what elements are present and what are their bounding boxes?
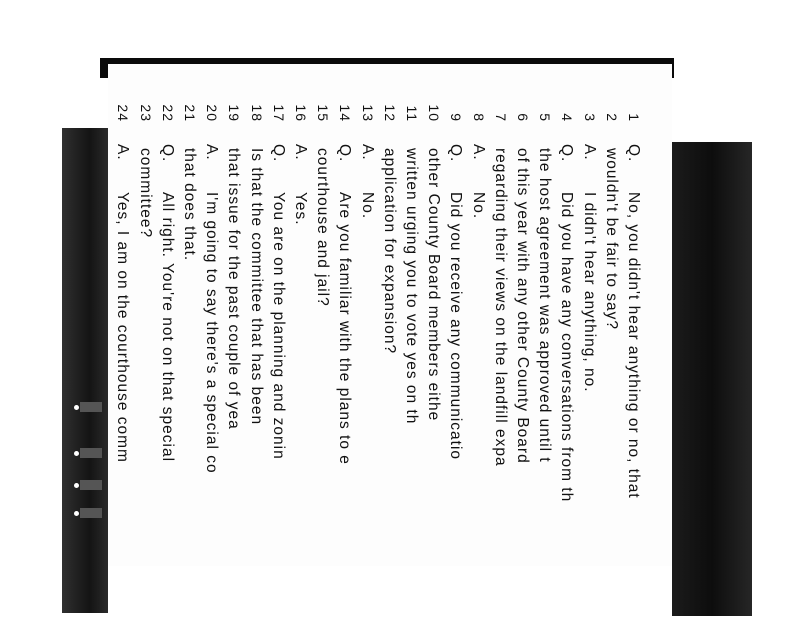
line-number: 15: [315, 104, 332, 122]
line-text: regarding their views on the landfill expa: [491, 148, 509, 467]
line-text: that does that.: [181, 148, 198, 262]
line-text: No.: [358, 192, 376, 220]
speaker-label: A.: [292, 144, 309, 161]
line-number: 18: [248, 104, 265, 122]
binder-tab: [80, 448, 102, 458]
binder-hole: [74, 483, 79, 488]
binder-hole: [74, 405, 79, 410]
line-number: 2: [603, 113, 620, 122]
line-text: No.: [469, 192, 487, 220]
line-text: I'm going to say there's a special co: [203, 192, 221, 474]
line-number: 16: [293, 104, 309, 122]
line-number: 21: [182, 104, 198, 122]
line-number: 14: [337, 104, 354, 122]
line-number: 4: [559, 113, 576, 122]
line-text: committee?: [136, 148, 154, 239]
speaker-label: Q.: [625, 144, 642, 163]
line-number: 24: [115, 104, 132, 122]
line-number: 11: [404, 105, 420, 122]
line-number: 5: [537, 113, 554, 122]
speaker-label: Q.: [336, 144, 354, 163]
speaker-label: Q.: [158, 144, 176, 163]
line-number: 9: [448, 113, 465, 122]
speaker-label: A.: [580, 144, 598, 161]
scan-edge-shadow-right: [672, 142, 752, 616]
line-text: Yes.: [292, 192, 309, 226]
speaker-label: A.: [469, 144, 487, 161]
line-number: 19: [226, 104, 243, 122]
transcript-page: [108, 64, 672, 566]
rotated-transcript-body: [108, 64, 672, 566]
line-text: courthouse and jail?: [314, 148, 332, 307]
line-number: 7: [492, 113, 509, 122]
speaker-label: A.: [358, 144, 376, 161]
line-number: 3: [581, 113, 598, 122]
scan-edge-shadow-left: [62, 128, 108, 613]
binder-tab: [80, 480, 102, 490]
speaker-label: Q.: [269, 144, 287, 163]
line-text: Did you receive any communicatio: [447, 192, 465, 461]
line-number: 12: [381, 104, 398, 122]
line-text: Is that the committee that has been: [247, 148, 265, 426]
line-text: Yes, I am on the courthouse comm: [114, 192, 132, 463]
line-text: No, you didn't hear anything or no, that: [625, 192, 642, 499]
line-number: 8: [470, 113, 487, 122]
line-number: 20: [204, 104, 221, 122]
line-text: Did you have any conversations from th: [558, 192, 576, 503]
line-number: 17: [270, 104, 287, 122]
line-text: written urging you to vote yes on th: [403, 148, 420, 425]
line-text: wouldn't be fair to say?: [602, 148, 620, 331]
speaker-label: Q.: [447, 144, 465, 163]
line-text: other County Board members eithe: [425, 148, 443, 422]
binder-hole: [74, 451, 79, 456]
line-number: 6: [515, 113, 531, 122]
line-number: 22: [159, 104, 176, 122]
binder-tab: [80, 402, 102, 412]
line-text: application for expansion?: [380, 148, 398, 355]
speaker-label: A.: [203, 144, 221, 161]
binder-hole: [74, 511, 79, 516]
line-text: of this year with any other County Board: [514, 148, 531, 464]
speaker-label: A.: [114, 144, 132, 161]
binder-tab: [80, 508, 102, 518]
line-text: I didn't hear anything, no.: [580, 192, 598, 393]
line-number: 23: [137, 104, 154, 122]
line-number: 10: [426, 104, 443, 122]
line-text: Are you familiar with the plans to e: [336, 192, 354, 465]
line-text: that issue for the past couple of yea: [225, 148, 243, 430]
line-text: All right. You're not on that special: [158, 192, 176, 463]
line-number: 1: [626, 113, 642, 122]
speaker-label: Q.: [558, 144, 576, 163]
line-text: You are on the planning and zonin: [269, 192, 287, 460]
line-text: the host agreement was approved until t: [536, 148, 554, 463]
line-number: 13: [359, 104, 376, 122]
